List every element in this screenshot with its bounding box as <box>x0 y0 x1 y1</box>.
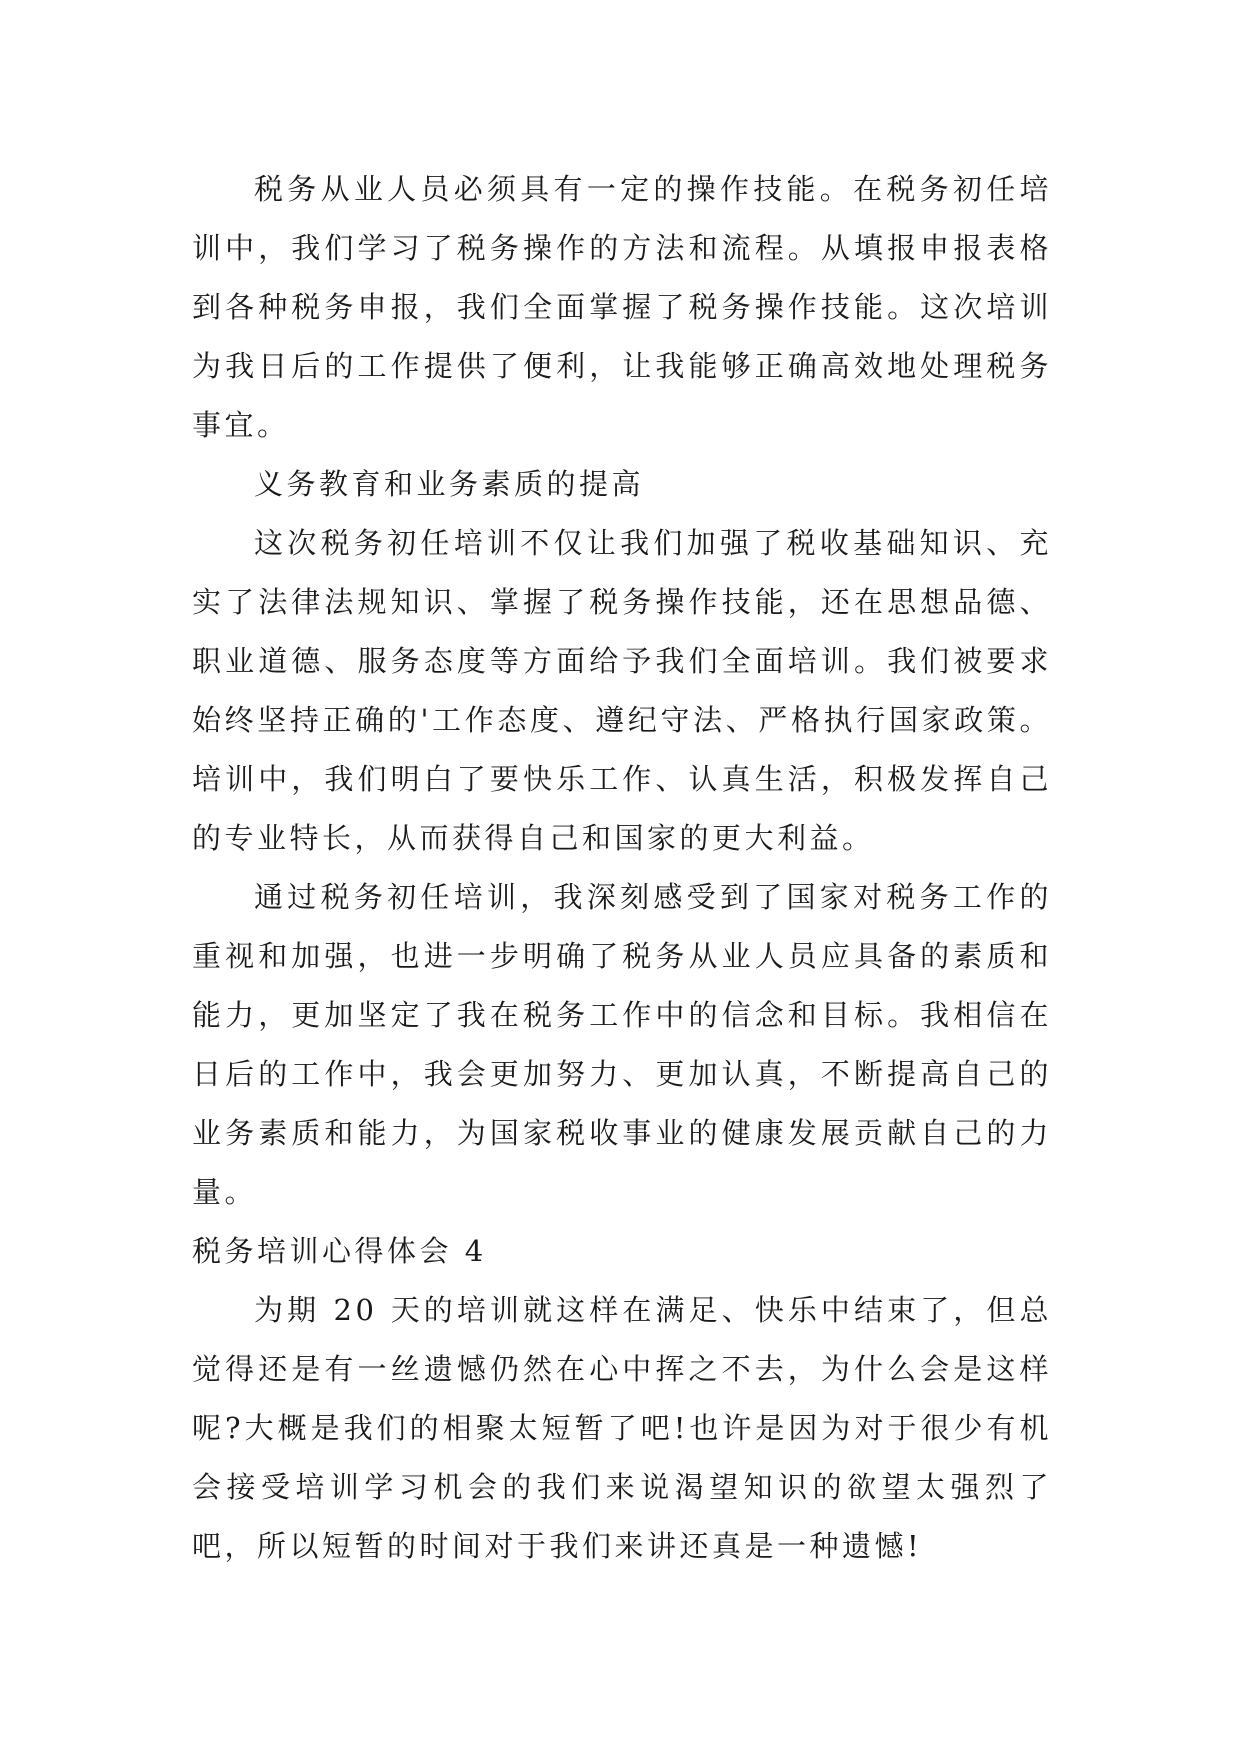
section-heading-4: 税务培训心得体会 4 <box>192 1234 487 1268</box>
document-page <box>192 160 1052 1576</box>
paragraph-operation-skills: 税务从业人员必须具有一定的操作技能。在税务初任培训中，我们学习了税务操作的方法和流程。从填报申报表格到各种税务申报，我们全面掌握了税务操作技能。这次培训为我日后的工作提供了便利，让我能够正确高效地处理税务事宜。 <box>192 172 1052 442</box>
paragraph-comprehensive-training: 这次税务初任培训不仅让我们加强了税收基础知识、充实了法律法规知识、掌握了税务操作技能，还在思想品德、职业道德、服务态度等方面给予我们全面培训。我们被要求始终坚持正确的'工作态度、遵纪守法、严格执行国家政策。培训中，我们明白了要快乐工作、认真生活，积极发挥自己的专业特长，从而获得自己和国家的更大利益。 <box>192 526 1052 855</box>
paragraph-conclusion: 通过税务初任培训，我深刻感受到了国家对税务工作的重视和加强，也进一步明确了税务从业人员应具备的素质和能力，更加坚定了我在税务工作中的信念和目标。我相信在日后的工作中，我会更加努力、更加认真，不断提高自己的业务素质和能力，为国家税收事业的健康发展贡献自己的力量。 <box>192 880 1052 1209</box>
section-subheading: 义务教育和业务素质的提高 <box>254 467 645 501</box>
paragraph-training-20-days: 为期 20 天的培训就这样在满足、快乐中结束了，但总觉得还是有一丝遗憾仍然在心中挥之不去，为什么会是这样呢?大概是我们的相聚太短暂了吧!也许是因为对于很少有机会接受培训学习机会的我们来说渴望知识的欲望太强烈了吧，所以短暂的时间对于我们来讲还真是一种遗憾! <box>192 1293 1052 1563</box>
